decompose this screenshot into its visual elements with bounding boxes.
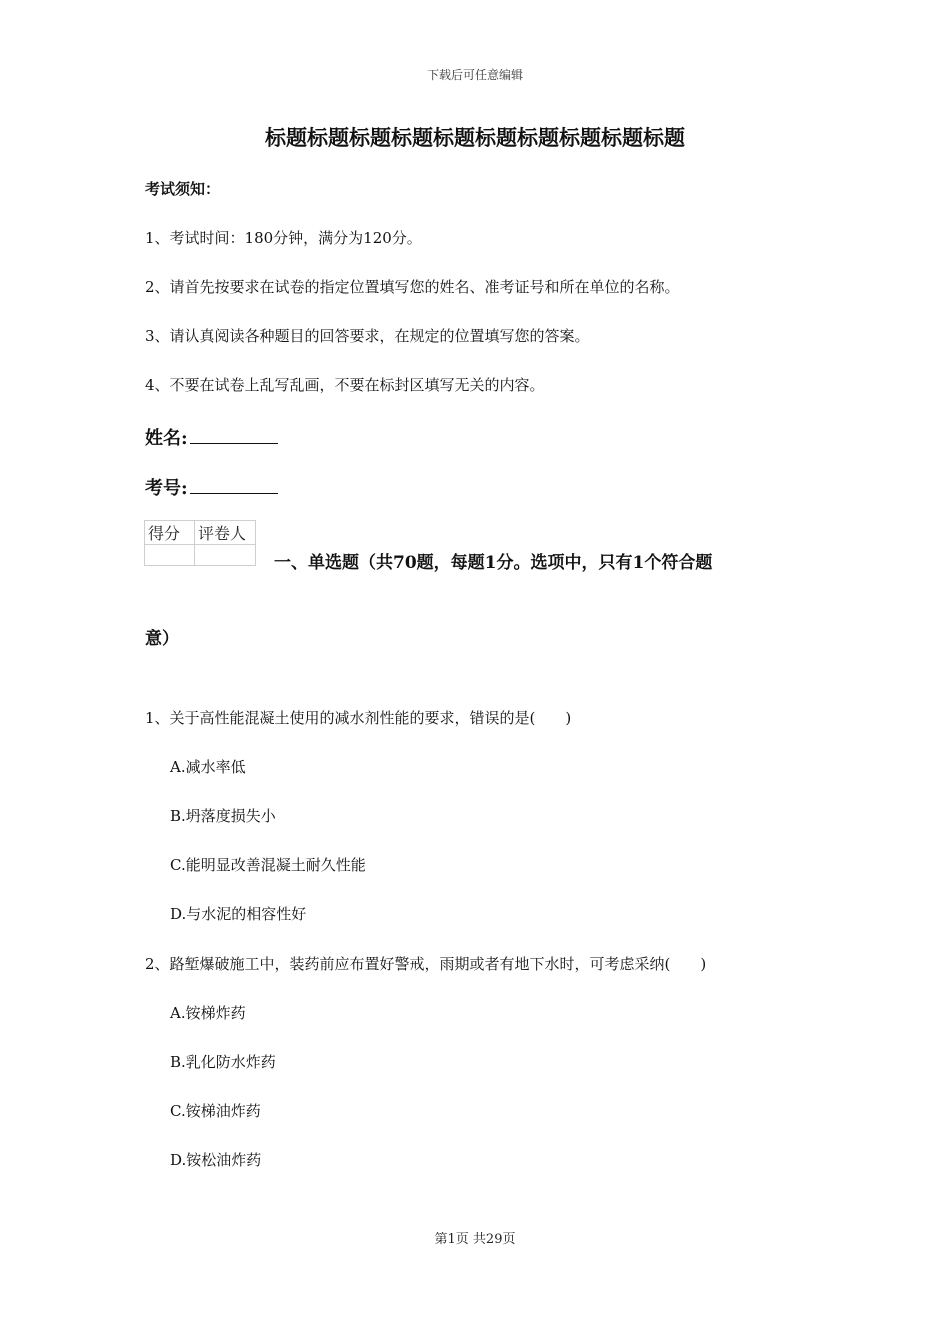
question-2-stem: 2、路堑爆破施工中，装药前应布置好警戒，雨期或者有地下水时，可考虑采纳( ) [145, 955, 707, 973]
score-cell[interactable] [145, 545, 195, 566]
question-2-option-d: D.铵松油炸药 [170, 1151, 262, 1169]
notice-item-1: 1、考试时间：180分钟，满分为120分。 [145, 229, 422, 247]
name-blank[interactable] [190, 425, 278, 444]
id-field [145, 474, 278, 500]
document-title: 标题标题标题标题标题标题标题标题标题标题 [265, 125, 685, 150]
notice-item-3: 3、请认真阅读各种题目的回答要求，在规定的位置填写您的答案。 [145, 327, 590, 345]
name-label: 姓名: [145, 428, 188, 449]
notice-title: 考试须知： [145, 180, 221, 198]
notice-item-2: 2、请首先按要求在试卷的指定位置填写您的姓名、准考证号和所在单位的名称。 [145, 278, 680, 296]
question-1-option-d: D.与水泥的相容性好 [170, 905, 307, 923]
id-blank[interactable] [190, 475, 278, 494]
question-1-stem: 1、关于高性能混凝土使用的减水剂性能的要求，错误的是( ) [145, 709, 572, 727]
page-footer: 第1页 共29页 [434, 1232, 516, 1247]
question-1-option-b: B.坍落度损失小 [170, 807, 276, 825]
question-2-option-a: A.铵梯炸药 [170, 1004, 246, 1022]
score-table [144, 520, 256, 566]
score-header: 得分 [145, 521, 195, 545]
section-heading: 一、单选题（共70题，每题1分。选项中，只有1个符合题 [274, 553, 713, 573]
grader-cell[interactable] [195, 545, 256, 566]
notice-item-4: 4、不要在试卷上乱写乱画，不要在标封区填写无关的内容。 [145, 376, 545, 394]
section-heading-cont: 意） [145, 629, 179, 649]
grader-header: 评卷人 [195, 521, 256, 545]
id-label: 考号: [145, 478, 188, 499]
question-2-option-b: B.乳化防水炸药 [170, 1053, 276, 1071]
question-1-option-c: C.能明显改善混凝土耐久性能 [170, 856, 366, 874]
name-field [145, 424, 278, 450]
page-header: 下载后可任意编辑 [426, 68, 523, 82]
question-1-option-a: A.减水率低 [170, 758, 246, 776]
question-2-option-c: C.铵梯油炸药 [170, 1102, 261, 1120]
